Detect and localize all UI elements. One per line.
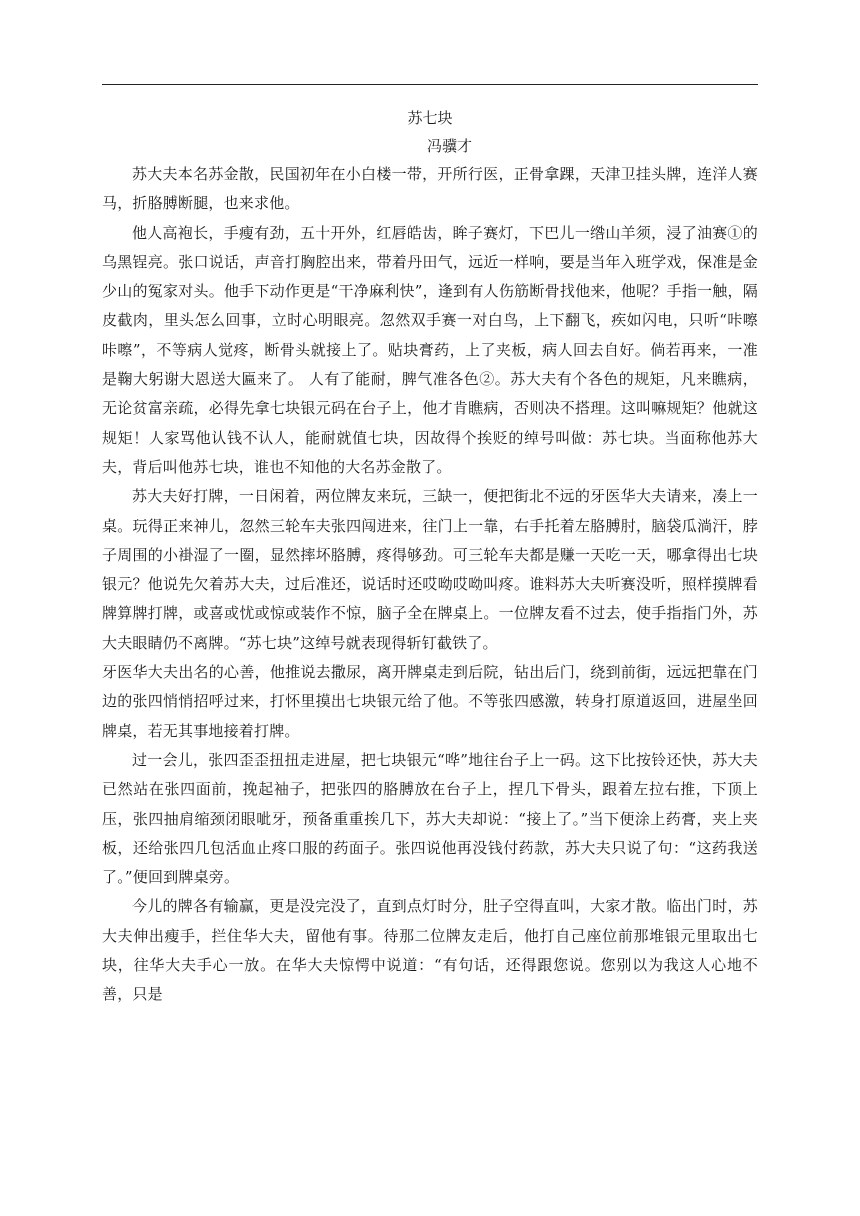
article <box>102 104 758 1010</box>
article-title: 苏七块 <box>407 109 453 127</box>
article-author: 冯骥才 <box>427 137 473 155</box>
paragraph-3: 苏大夫好打牌，一日闲着，两位牌友来玩，三缺一，便把街北不远的牙医华大夫请来，凑上一桌。玩得正来神儿，忽然三轮车夫张四闯进来，往门上一靠，右手托着左胳膊肘，脑袋瓜淌汗，脖子周围的小褂湿了一圈，显然摔坏胳膊，疼得够劲。可三轮车夫都是赚一天吃一天，哪拿得出七块银元？他说先欠着苏大夫，过后准还，说话时还哎呦哎呦叫疼。谁料苏大夫听赛没听，照样摸牌看牌算牌打牌，或喜或忧或惊或装作不惊，脑子全在牌桌上。一位牌友看不过去，使手指指门外，苏大夫眼睛仍不离牌。“苏七块”这绰号就表现得斩钉截铁了。 <box>102 487 758 652</box>
header-rule <box>102 84 758 85</box>
paragraph-6: 今儿的牌各有输赢，更是没完没了，直到点灯时分，肚子空得直叫，大家才散。临出门时，苏大夫伸出瘦手，拦住华大夫，留他有事。待那二位牌友走后，他打自己座位前那堆银元里取出七块，往华大夫手心一放。在华大夫惊愕中说道：“有句话，还得跟您说。您别以为我这人心地不善，只是 <box>102 897 758 1004</box>
paragraph-1: 苏大夫本名苏金散，民国初年在小白楼一带，开所行医，正骨拿踝，天津卫挂头牌，连洋人赛马，折胳膊断腿，也来求他。 <box>102 165 758 213</box>
paragraph-5: 过一会儿，张四歪歪扭扭走进屋，把七块银元“哗”地往台子上一码。这下比按铃还快，苏大夫已然站在张四面前，挽起袖子，把张四的胳膊放在台子上，捏几下骨头，跟着左拉右推，下顶上压，张四抽肩缩颈闭眼呲牙，预备重重挨几下，苏大夫却说：“接上了。”当下便涂上药膏，夹上夹板，还给张四几包活血止疼口服的药面子。张四说他再没钱付药款，苏大夫只说了句：“这药我送了。”便回到牌桌旁。 <box>102 750 758 887</box>
paragraph-2: 他人高袍长，手瘦有劲，五十开外，红唇皓齿，眸子赛灯，下巴儿一绺山羊须，浸了油赛①的乌黑锃亮。张口说话，声音打胸腔出来，带着丹田气，远近一样响，要是当年入班学戏，保准是金少山的冤家对头。他手下动作更是“干净麻利快”，逢到有人伤筋断骨找他来，他呢？手指一触，隔皮截肉，里头怎么回事，立时心明眼亮。忽然双手赛一对白鸟，上下翻飞，疾如闪电，只听“咔嚓咔嚓”，不等病人觉疼，断骨头就接上了。贴块膏药，上了夹板，病人回去自好。倘若再来，一准是鞠大躬谢大恩送大匾来了。 人有了能耐，脾气准各色②。苏大夫有个各色的规矩，凡来瞧病，无论贫富亲疏，必得先拿七块银元码在台子上，他才肯瞧病，否则决不搭理。这叫嘛规矩？他就这规矩！人家骂他认钱不认人，能耐就值七块，因故得个挨贬的绰号叫做：苏七块。当面称他苏大夫，背后叫他苏七块，谁也不知他的大名苏金散了。 <box>102 223 758 476</box>
paragraph-4: 牙医华大夫出名的心善，他推说去撒尿，离开牌桌走到后院，钻出后门，绕到前街，远远把靠在门边的张四悄悄招呼过来，打怀里摸出七块银元给了他。不等张四感激，转身打原道返回，进屋坐回牌桌，若无其事地接着打牌。 <box>102 663 758 740</box>
